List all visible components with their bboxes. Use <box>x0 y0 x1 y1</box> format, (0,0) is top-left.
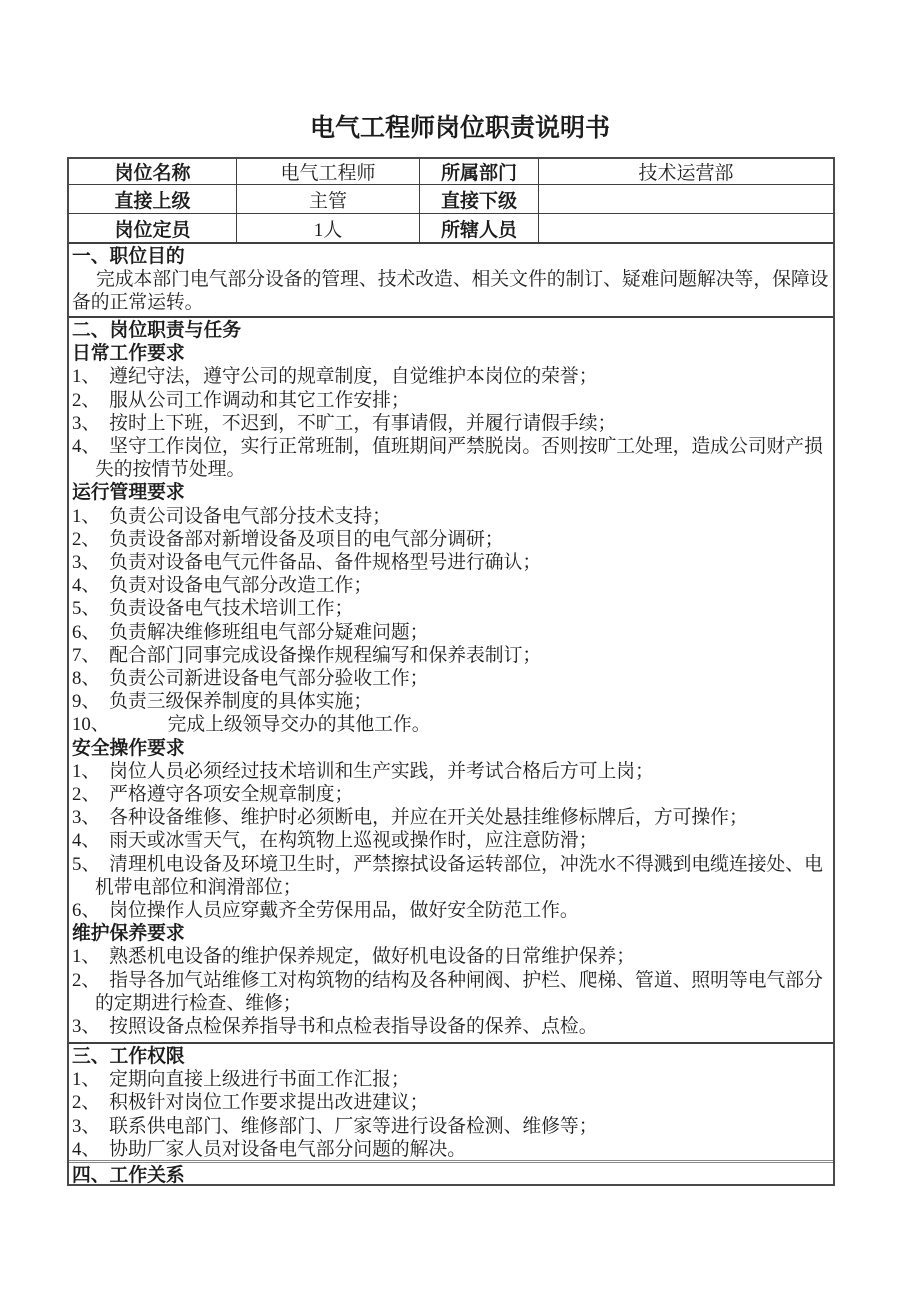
item-text: 服从公司工作调动和其它工作安排； <box>109 389 410 411</box>
item-text: 负责设备部对新增设备及项目的电气部分调研； <box>109 528 504 550</box>
item-text: 配合部门同事完成设备操作规程编写和保养表制订； <box>109 644 542 666</box>
item-number: 3、 <box>72 552 101 574</box>
list-item <box>72 365 830 388</box>
list-item <box>72 853 830 899</box>
direct-superior-value: 主管 <box>237 185 420 214</box>
item-number: 2、 <box>72 969 101 991</box>
item-text: 按照设备点检保养指导书和点检表指导设备的保养、点检。 <box>109 1016 598 1038</box>
direct-superior-label: 直接上级 <box>69 185 237 214</box>
section-1-heading: 一、职位目的 <box>72 246 185 267</box>
list-item <box>72 1138 830 1160</box>
item-number: 6、 <box>72 900 101 922</box>
item-number: 5、 <box>72 598 101 620</box>
list-item <box>72 574 830 597</box>
item-number: 1、 <box>72 1069 101 1091</box>
item-text: 负责三级保养制度的具体实施； <box>109 691 373 713</box>
direct-subordinate-label: 直接下级 <box>420 185 539 214</box>
item-text: 负责设备电气技术培训工作； <box>109 598 354 620</box>
item-text: 联系供电部门、维修部门、厂家等进行设备检测、维修等； <box>109 1115 598 1137</box>
list-item <box>72 621 830 644</box>
list-item <box>72 1091 830 1114</box>
list-item <box>72 597 830 620</box>
item-number: 10、 <box>72 714 110 736</box>
item-text: 各种设备维修、维护时必须断电，并应在开关处悬挂维修标牌后，方可操作； <box>109 807 748 829</box>
item-number: 3、 <box>72 1016 101 1038</box>
list-item <box>72 945 830 968</box>
item-text: 熟悉机电设备的维护保养规定，做好机电设备的日常维护保养； <box>109 946 636 968</box>
item-number: 2、 <box>72 389 101 411</box>
section-duties-tasks <box>69 316 833 1042</box>
item-text: 定期向直接上级进行书面工作汇报； <box>109 1069 410 1091</box>
item-number: 3、 <box>72 412 101 434</box>
list-item <box>72 1068 830 1091</box>
list-item <box>72 1015 830 1038</box>
list-item <box>72 528 830 551</box>
item-text: 协助厂家人员对设备电气部分问题的解决。 <box>109 1138 467 1160</box>
item-text: 完成上级领导交办的其他工作。 <box>167 714 431 736</box>
item-number: 1、 <box>72 760 101 782</box>
item-text: 岗位人员必须经过技术培训和生产实践，并考试合格后方可上岗； <box>109 760 654 782</box>
section-work-relations <box>69 1160 833 1184</box>
section-job-purpose <box>69 242 833 316</box>
list-item <box>72 435 830 481</box>
department-label: 所属部门 <box>420 159 539 185</box>
position-name-label: 岗位名称 <box>69 159 237 185</box>
managed-staff-label: 所辖人员 <box>420 214 539 242</box>
item-number: 2、 <box>72 528 101 550</box>
item-text: 遵纪守法，遵守公司的规章制度，自觉维护本岗位的荣誉； <box>109 366 598 388</box>
headcount-value: 1人 <box>237 214 420 242</box>
list-item <box>72 667 830 690</box>
list-item <box>72 412 830 435</box>
list-item <box>72 760 830 783</box>
item-text: 积极针对岗位工作要求提出改进建议； <box>109 1092 429 1114</box>
list-item <box>72 806 830 829</box>
managed-staff-value <box>539 214 833 242</box>
list-item <box>72 1115 830 1138</box>
item-text: 指导各加气站维修工对构筑物的结构及各种闸阀、护栏、爬梯、管道、照明等电气部分的定期进行检查、维修； <box>95 969 823 1014</box>
job-description-table <box>67 157 835 1186</box>
item-number: 3、 <box>72 1115 101 1137</box>
item-number: 7、 <box>72 644 101 666</box>
item-number: 1、 <box>72 946 101 968</box>
item-text: 负责对设备电气部分改造工作； <box>109 575 373 597</box>
item-text: 负责对设备电气元件备品、备件规格型号进行确认； <box>109 552 542 574</box>
info-table <box>69 159 833 242</box>
list-item <box>72 969 830 1015</box>
list-item <box>72 551 830 574</box>
section-1-body: 完成本部门电气部分设备的管理、技术改造、相关文件的制订、疑难问题解决等，保障设备的正常运转。 <box>72 269 829 314</box>
item-number: 5、 <box>72 853 101 875</box>
item-text: 负责解决维修班组电气部分疑难问题； <box>109 621 429 643</box>
list-item <box>72 389 830 412</box>
item-number: 4、 <box>72 436 101 458</box>
list-item <box>72 899 830 922</box>
item-number: 2、 <box>72 1092 101 1114</box>
list-item <box>72 829 830 852</box>
item-text: 坚守工作岗位，实行正常班制，值班期间严禁脱岗。否则按旷工处理，造成公司财产损失的按情节处理。 <box>95 436 823 481</box>
page-title: 电气工程师岗位职责说明书 <box>309 115 610 142</box>
item-text: 雨天或冰雪天气，在构筑物上巡视或操作时，应注意防滑； <box>109 830 598 852</box>
section-4-heading: 四、工作关系 <box>72 1165 185 1184</box>
item-number: 1、 <box>72 505 101 527</box>
list-item <box>72 690 830 713</box>
safety-operation-subheading: 安全操作要求 <box>72 737 185 759</box>
item-number: 4、 <box>72 1138 101 1160</box>
item-text: 清理机电设备及环境卫生时，严禁擦拭设备运转部位，冲洗水不得溅到电缆连接处、电机带电部位和润滑部位； <box>95 853 823 898</box>
list-item <box>72 644 830 667</box>
list-item <box>72 713 830 736</box>
item-number: 9、 <box>72 691 101 713</box>
item-text: 岗位操作人员应穿戴齐全劳保用品，做好安全防范工作。 <box>109 900 579 922</box>
list-item <box>72 505 830 528</box>
department-value: 技术运营部 <box>539 159 833 185</box>
item-number: 8、 <box>72 668 101 690</box>
list-item <box>72 783 830 806</box>
section-work-authority <box>69 1042 833 1160</box>
item-text: 负责公司新进设备电气部分验收工作； <box>109 668 429 690</box>
section-2-heading: 二、岗位职责与任务 <box>72 320 242 341</box>
item-text: 严格遵守各项安全规章制度； <box>109 784 354 806</box>
section-3-heading: 三、工作权限 <box>72 1046 185 1067</box>
item-number: 6、 <box>72 621 101 643</box>
daily-work-subheading: 日常工作要求 <box>72 343 185 365</box>
item-number: 4、 <box>72 575 101 597</box>
item-text: 负责公司设备电气部分技术支持； <box>109 505 391 527</box>
direct-subordinate-value <box>539 185 833 214</box>
item-number: 4、 <box>72 830 101 852</box>
item-text: 按时上下班，不迟到，不旷工，有事请假，并履行请假手续； <box>109 412 617 434</box>
maintenance-subheading: 维护保养要求 <box>72 923 185 945</box>
item-number: 3、 <box>72 807 101 829</box>
position-name-value: 电气工程师 <box>237 159 420 185</box>
headcount-label: 岗位定员 <box>69 214 237 242</box>
item-number: 2、 <box>72 784 101 806</box>
item-number: 1、 <box>72 366 101 388</box>
operation-management-subheading: 运行管理要求 <box>72 482 185 504</box>
